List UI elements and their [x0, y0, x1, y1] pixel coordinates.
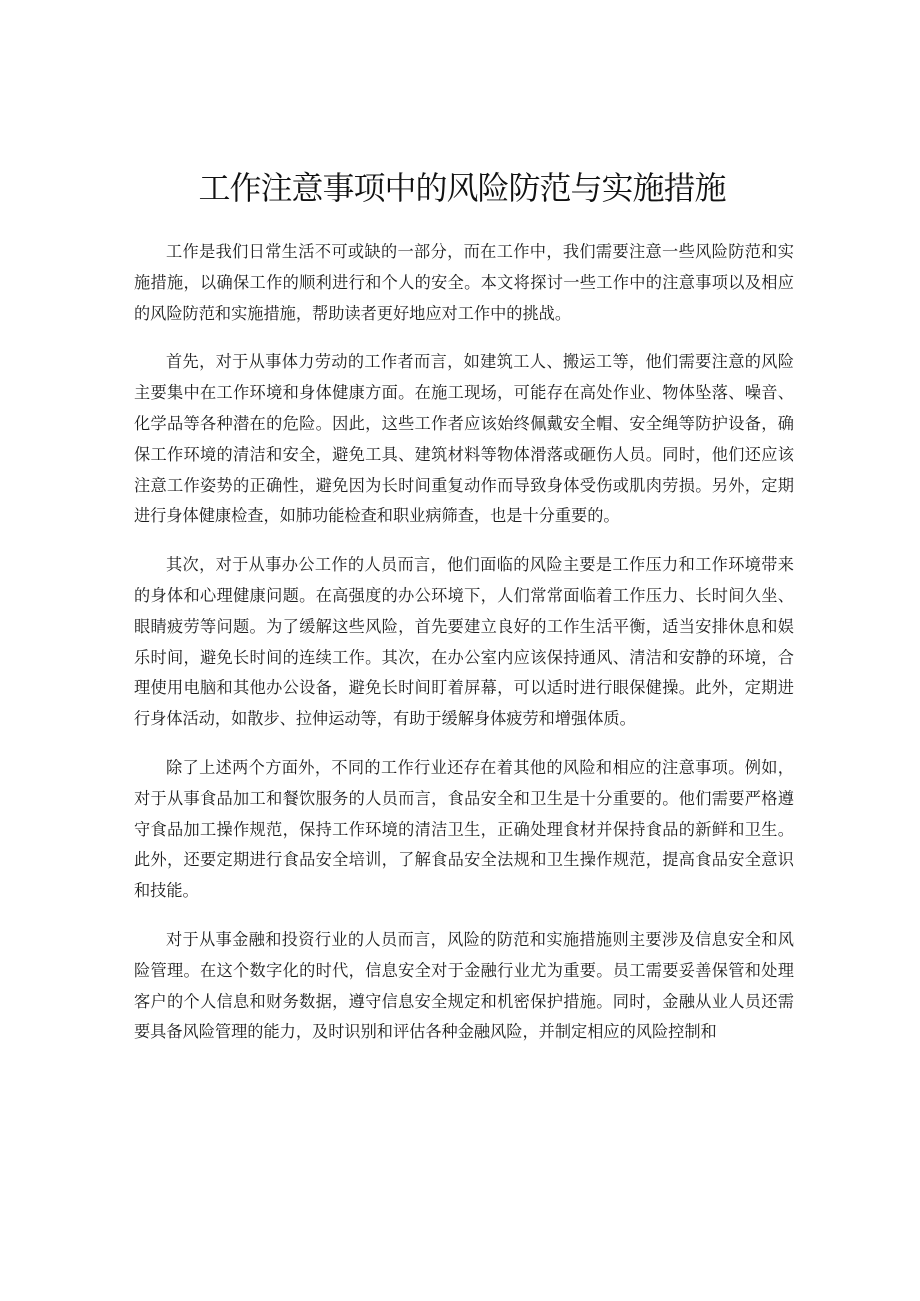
paragraph-finance-industry: 对于从事金融和投资行业的人员而言，风险的防范和实施措施则主要涉及信息安全和风险管理。在这个数字化的时代，信息安全对于金融行业尤为重要。员工需要妥善保管和处理客户的个人信息和财务数据，遵守信息安全规定和机密保护措施。同时，金融从业人员还需要具备风险管理的能力，及时识别和评估各种金融风险，并制定相应的风险控制和 — [134, 929, 794, 1042]
paragraph-manual-labor: 首先，对于从事体力劳动的工作者而言，如建筑工人、搬运工等，他们需要注意的风险主要集中在工作环境和身体健康方面。在施工现场，可能存在高处作业、物体坠落、噪音、化学品等各种潜在的危险。因此，这些工作者应该始终佩戴安全帽、安全绳等防护设备，确保工作环境的清洁和安全，避免工具、建筑材料等物体滑落或砸伤人员。同时，他们还应该注意工作姿势的正确性，避免因为长时间重复动作而导致身体受伤或肌肉劳损。另外，定期进行身体健康检查，如肺功能检查和职业病筛查，也是十分重要的。 — [134, 352, 794, 526]
page-title: 工作注意事项中的风险防范与实施措施 — [198, 169, 726, 207]
paragraph-food-industry: 除了上述两个方面外，不同的工作行业还存在着其他的风险和相应的注意事项。例如，对于从事食品加工和餐饮服务的人员而言，食品安全和卫生是十分重要的。他们需要严格遵守食品加工操作规范，保持工作环境的清洁卫生，正确处理食材并保持食品的新鲜和卫生。此外，还要定期进行食品安全培训，了解食品安全法规和卫生操作规范，提高食品安全意识和技能。 — [134, 757, 794, 901]
paragraph-intro: 工作是我们日常生活不可或缺的一部分，而在工作中，我们需要注意一些风险防范和实施措施，以确保工作的顺利进行和个人的安全。本文将探讨一些工作中的注意事项以及相应的风险防范和实施措施，帮助读者更好地应对工作中的挑战。 — [134, 242, 794, 323]
document-body — [134, 237, 794, 1066]
paragraph-office-work: 其次，对于从事办公工作的人员而言，他们面临的风险主要是工作压力和工作环境带来的身体和心理健康问题。在高强度的办公环境下，人们常常面临着工作压力、长时间久坐、眼睛疲劳等问题。为了缓解这些风险，首先要建立良好的工作生活平衡，适当安排休息和娱乐时间，避免长时间的连续工作。其次，在办公室内应该保持通风、清洁和安静的环境，合理使用电脑和其他办公设备，避免长时间盯着屏幕，可以适时进行眼保健操。此外，定期进行身体活动，如散步、拉伸运动等，有助于缓解身体疲劳和增强体质。 — [134, 555, 794, 729]
